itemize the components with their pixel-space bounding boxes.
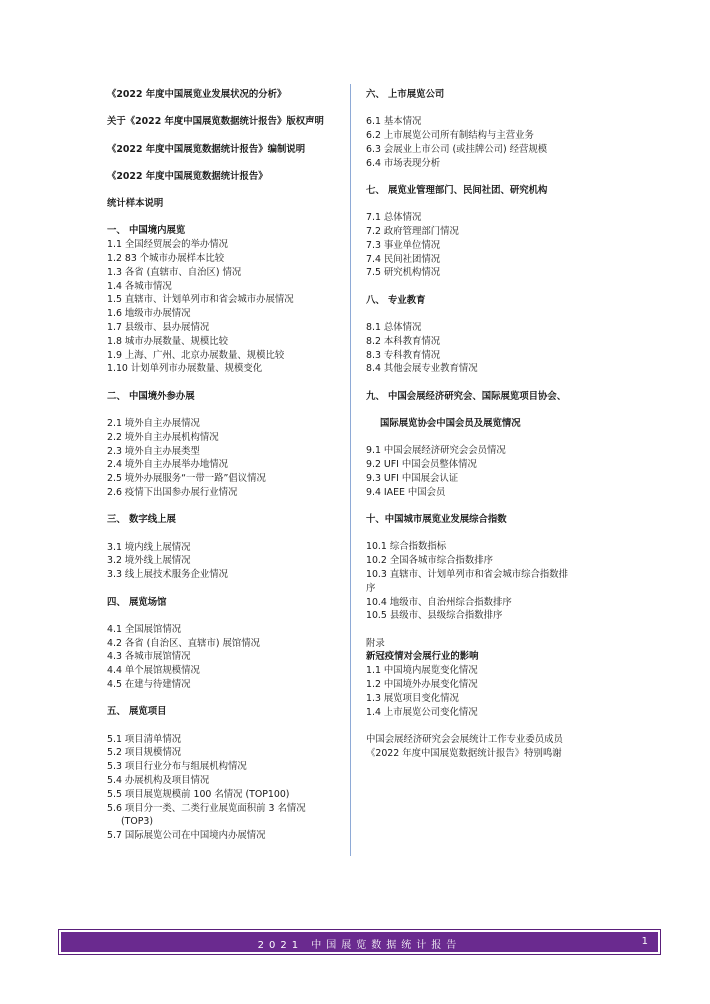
spacer xyxy=(107,692,339,706)
spacer xyxy=(107,156,339,170)
toc-entry: 1.10 计划单列市办展数量、规模变化 xyxy=(107,363,263,375)
toc-right-column xyxy=(366,88,616,760)
spacer xyxy=(107,184,339,198)
toc-entry: 5.5 项目展览规模前 100 名情况 (TOP100) xyxy=(107,788,290,800)
toc-entry: 7.3 事业单位情况 xyxy=(366,239,441,251)
toc-entry: 7.5 研究机构情况 xyxy=(366,267,441,279)
toc-heading: 二、 中国境外参办展 xyxy=(107,390,195,402)
spacer xyxy=(366,280,616,294)
spacer xyxy=(366,102,616,116)
toc-entry: 1.2 83 个城市办展样本比较 xyxy=(107,253,225,265)
toc-entry: 6.4 市场表现分析 xyxy=(366,157,441,169)
toc-entry: 4.4 单个展馆规模情况 xyxy=(107,665,200,677)
toc-entry: 7.4 民间社团情况 xyxy=(366,253,441,265)
toc-entry: 1.8 城市办展数量、规模比较 xyxy=(107,335,229,347)
toc-heading: 十、中国城市展览业发展综合指数 xyxy=(366,514,507,526)
toc-entry: 5.7 国际展览公司在中国境内办展情况 xyxy=(107,830,266,842)
toc-entry: 10.1 综合指数指标 xyxy=(366,541,447,553)
toc-entry: 3.2 境外线上展情况 xyxy=(107,555,191,567)
toc-entry: 1.1 全国经贸展会的举办情况 xyxy=(107,239,229,251)
toc-entry: 4.2 各省 (自治区、直辖市) 展馆情况 xyxy=(107,637,261,649)
spacer xyxy=(366,623,616,637)
toc-entry: 10.5 县级市、县级综合指数排序 xyxy=(366,610,503,622)
toc-entry: 2.5 境外办展服务“一带一路”倡议情况 xyxy=(107,473,266,485)
column-divider xyxy=(350,84,351,856)
toc-entry: 3.1 境内线上展情况 xyxy=(107,541,191,553)
toc-entry: 1.6 地级市办展情况 xyxy=(107,308,191,320)
toc-entry: 中国会展经济研究会会展统计工作专业委员成员 xyxy=(366,733,563,745)
toc-entry: 6.1 基本情况 xyxy=(366,116,422,128)
toc-entry: 1.4 上市展览公司变化情况 xyxy=(366,706,478,718)
spacer xyxy=(366,500,616,514)
toc-entry: 5.3 项目行业分布与组展机构情况 xyxy=(107,761,247,773)
spacer xyxy=(107,582,339,596)
spacer xyxy=(366,527,616,541)
toc-entry: 10.3 直辖市、计划单列市和省会城市综合指数排 xyxy=(366,568,568,580)
spacer xyxy=(107,527,339,541)
toc-heading: 关于《2022 年度中国展览数据统计报告》版权声明 xyxy=(107,116,324,128)
spacer xyxy=(107,211,339,225)
toc-entry: 1.9 上海、广州、北京办展数量、规模比较 xyxy=(107,349,285,361)
toc-entry: 5.4 办展机构及项目情况 xyxy=(107,774,210,786)
spacer xyxy=(107,609,339,623)
toc-heading: 新冠疫情对会展行业的影响 xyxy=(366,651,479,663)
toc-entry: 5.2 项目规模情况 xyxy=(107,747,182,759)
toc-entry: 6.2 上市展览公司所有制结构与主营业务 xyxy=(366,130,534,142)
toc-entry: (TOP3) xyxy=(121,816,154,828)
spacer xyxy=(107,404,339,418)
spacer xyxy=(366,308,616,322)
toc-entry: 7.1 总体情况 xyxy=(366,212,422,224)
toc-entry: 2.1 境外自主办展情况 xyxy=(107,418,200,430)
toc-entry: 4.3 各城市展馆情况 xyxy=(107,651,191,663)
toc-entry: 2.3 境外自主办展类型 xyxy=(107,445,200,457)
spacer xyxy=(366,431,616,445)
toc-entry: 1.5 直辖市、计划单列市和省会城市办展情况 xyxy=(107,294,294,306)
spacer xyxy=(366,198,616,212)
toc-heading: 八、 专业教育 xyxy=(366,294,426,306)
spacer xyxy=(107,129,339,143)
toc-entry: 序 xyxy=(366,582,376,594)
toc-entry: 4.1 全国展馆情况 xyxy=(107,623,182,635)
toc-entry: 8.2 本科教育情况 xyxy=(366,335,441,347)
toc-heading: 一、 中国境内展览 xyxy=(107,225,186,237)
toc-entry: 1.2 中国境外办展变化情况 xyxy=(366,679,478,690)
toc-entry: 2.2 境外自主办展机构情况 xyxy=(107,431,219,443)
toc-entry: 9.1 中国会展经济研究会会员情况 xyxy=(366,445,506,457)
toc-entry: 9.4 IAEE 中国会员 xyxy=(366,486,446,498)
toc-left-column xyxy=(107,88,339,843)
toc-entry: 9.2 UFI 中国会员整体情况 xyxy=(366,459,477,471)
toc-heading: 统计样本说明 xyxy=(107,198,164,210)
toc-heading: 三、 数字线上展 xyxy=(107,514,176,526)
toc-heading: 国际展览协会中国会员及展览情况 xyxy=(380,418,521,430)
spacer xyxy=(366,719,616,733)
toc-entry: 8.4 其他会展专业教育情况 xyxy=(366,363,478,375)
toc-entry: 9.3 UFI 中国展会认证 xyxy=(366,472,459,484)
toc-entry: 2.6 疫情下出国参办展行业情况 xyxy=(107,487,238,499)
toc-entry: 1.7 县级市、县办展情况 xyxy=(107,322,210,334)
toc-entry: 5.1 项目清单情况 xyxy=(107,733,182,745)
footer-bar xyxy=(61,932,658,952)
toc-entry: 8.1 总体情况 xyxy=(366,322,422,334)
spacer xyxy=(107,719,339,733)
toc-entry: 1.1 中国境内展览变化情况 xyxy=(366,665,478,677)
toc-entry: 7.2 政府管理部门情况 xyxy=(366,226,459,238)
toc-entry: 6.3 会展业上市公司 (或挂牌公司) 经营规模 xyxy=(366,143,548,155)
spacer xyxy=(107,500,339,514)
spacer xyxy=(366,404,616,418)
toc-entry: 附录 xyxy=(366,637,385,649)
page-number: 1 xyxy=(641,936,648,947)
toc-heading: 六、 上市展览公司 xyxy=(366,89,445,100)
toc-entry: 1.3 展览项目变化情况 xyxy=(366,692,459,704)
toc-heading: 《2022 年度中国展览数据统计报告》编制说明 xyxy=(107,143,306,155)
toc-entry: 1.3 各省 (直辖市、自治区) 情况 xyxy=(107,266,242,278)
spacer xyxy=(366,170,616,184)
toc-entry: 10.2 全国各城市综合指数排序 xyxy=(366,555,493,567)
toc-entry: 3.3 线上展技术服务企业情况 xyxy=(107,569,229,581)
toc-entry: 5.6 项目分一类、二类行业展览面积前 3 名情况 xyxy=(107,802,306,814)
toc-heading: 五、 展览项目 xyxy=(107,706,167,718)
toc-entry: 4.5 在建与待建情况 xyxy=(107,679,191,690)
spacer xyxy=(107,102,339,116)
toc-entry: 《2022 年度中国展览数据统计报告》特别鸣谢 xyxy=(366,747,562,759)
toc-heading: 《2022 年度中国展览业发展状况的分析》 xyxy=(107,89,287,100)
toc-heading: 七、 展览业管理部门、民间社团、研究机构 xyxy=(366,184,548,196)
toc-entry: 8.3 专科教育情况 xyxy=(366,349,441,361)
toc-heading: 九、 中国会展经济研究会、国际展览项目协会、 xyxy=(366,390,567,402)
toc-heading: 《2022 年度中国展览数据统计报告》 xyxy=(107,170,268,182)
toc-heading: 四、 展览场馆 xyxy=(107,596,167,608)
spacer xyxy=(107,376,339,390)
spacer xyxy=(366,376,616,390)
toc-entry: 10.4 地级市、自治州综合指数排序 xyxy=(366,596,512,608)
page-footer xyxy=(58,929,661,955)
footer-title: 2021 中国展览数据统计报告 xyxy=(257,940,462,951)
toc-entry: 1.4 各城市情况 xyxy=(107,280,172,292)
toc-entry: 2.4 境外自主办展举办地情况 xyxy=(107,459,229,471)
